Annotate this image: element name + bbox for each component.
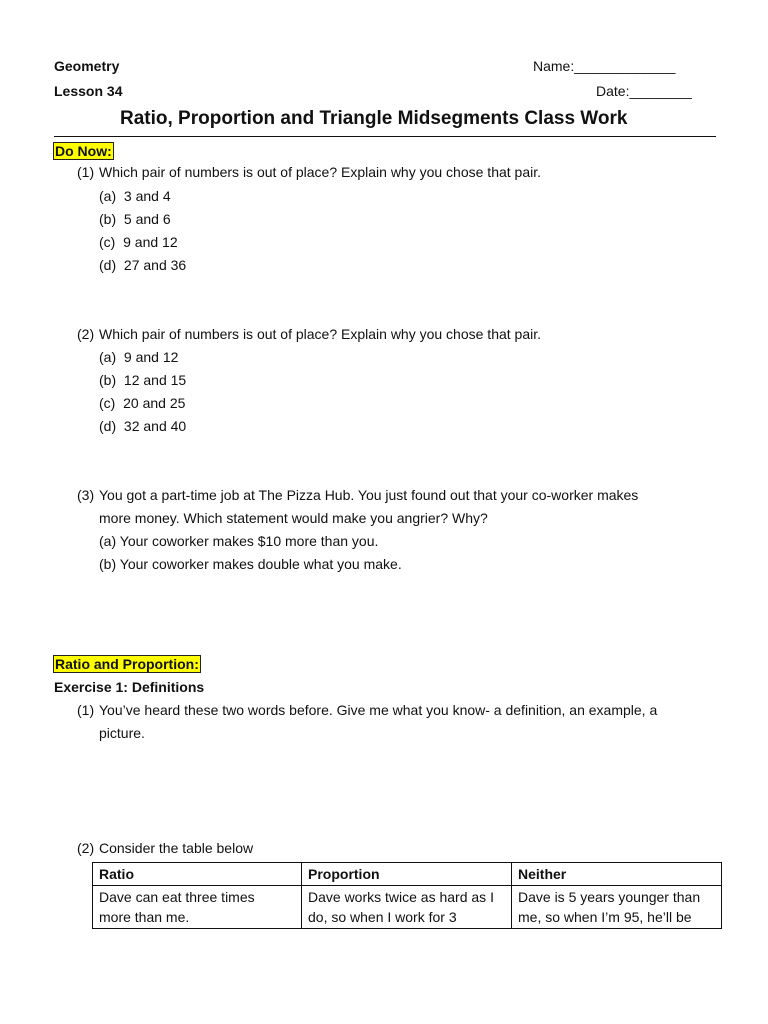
option-text: Your coworker makes $10 more than you. [119, 533, 379, 549]
option-label: (b) [99, 211, 117, 227]
do-now-label: Do Now: [55, 143, 112, 159]
q2-option-a [99, 347, 178, 367]
cell-line: Dave is 5 years younger than [518, 889, 701, 905]
table-header-proportion: Proportion [302, 863, 512, 886]
exercise-title: Exercise 1: Definitions [54, 679, 205, 695]
exercise-q2-number: (2) [77, 840, 95, 856]
option-label: (d) [99, 418, 117, 434]
option-text: 5 and 6 [123, 211, 171, 227]
date-field: Date:________ [596, 83, 692, 99]
cell-line: do, so when I work for 3 [308, 909, 457, 925]
page-title: Ratio, Proportion and Triangle Midsegments Class Work [120, 108, 628, 129]
option-text: 3 and 4 [123, 188, 171, 204]
option-text: 12 and 15 [123, 372, 187, 388]
option-text: 9 and 12 [123, 234, 178, 250]
option-text: 9 and 12 [123, 349, 179, 365]
q2-option-c [99, 393, 185, 413]
lesson-label: Lesson 34 [54, 83, 123, 99]
option-text: 20 and 25 [123, 395, 186, 411]
option-label: (a) [99, 349, 117, 365]
do-now-q2-number: (2) [77, 326, 95, 342]
option-label: (b) [99, 556, 117, 572]
exercise-q1-number: (1) [77, 702, 95, 718]
table-header-row [93, 863, 722, 886]
option-label: (a) [99, 188, 117, 204]
table-cell-proportion [302, 886, 512, 929]
do-now-q2-text: Which pair of numbers is out of place? Explain why you chose that pair. [99, 326, 542, 342]
table-header-neither: Neither [512, 863, 722, 886]
exercise-q1-line1: You’ve heard these two words before. Give me what you know- a definition, an example, a [99, 702, 658, 718]
course-label: Geometry [54, 58, 120, 74]
name-field: Name:_____________ [533, 58, 676, 74]
option-label: (d) [99, 257, 117, 273]
q3-option-a [99, 531, 378, 551]
q1-option-b [99, 209, 171, 229]
option-label: (a) [99, 533, 117, 549]
exercise-q2-text: Consider the table below [99, 840, 254, 856]
do-now-q3-line1: You got a part-time job at The Pizza Hub. You just found out that your co-worker makes [99, 487, 639, 503]
option-text: 32 and 40 [123, 418, 187, 434]
q2-option-d [99, 416, 186, 436]
option-text: 27 and 36 [123, 257, 187, 273]
ratio-proportion-table [92, 862, 722, 929]
cell-line: more than me. [99, 909, 190, 925]
option-label: (c) [99, 395, 116, 411]
cell-line: Dave works twice as hard as I [308, 889, 494, 905]
ratio-proportion-heading [54, 654, 200, 674]
q2-option-b [99, 370, 186, 390]
table-cell-ratio [93, 886, 302, 929]
q1-option-c [99, 232, 178, 252]
option-label: (b) [99, 372, 117, 388]
do-now-q1-number: (1) [77, 164, 95, 180]
do-now-q3-line2: more money. Which statement would make you angrier? Why? [99, 510, 488, 526]
do-now-heading [54, 141, 113, 161]
q3-option-b [99, 554, 402, 574]
exercise-q1-line2: picture. [99, 725, 145, 741]
table-row [93, 886, 722, 929]
q1-option-d [99, 255, 186, 275]
do-now-q1-text: Which pair of numbers is out of place? Explain why you chose that pair. [99, 164, 542, 180]
cell-line: Dave can eat three times [99, 889, 255, 905]
cell-line: me, so when I’m 95, he’ll be [518, 909, 692, 925]
table-cell-neither [512, 886, 722, 929]
title-divider [54, 136, 716, 137]
ratio-proportion-label: Ratio and Proportion: [55, 656, 199, 672]
do-now-q3-number: (3) [77, 487, 95, 503]
table-header-ratio: Ratio [93, 863, 302, 886]
option-label: (c) [99, 234, 116, 250]
q1-option-a [99, 186, 171, 206]
option-text: Your coworker makes double what you make. [119, 556, 402, 572]
